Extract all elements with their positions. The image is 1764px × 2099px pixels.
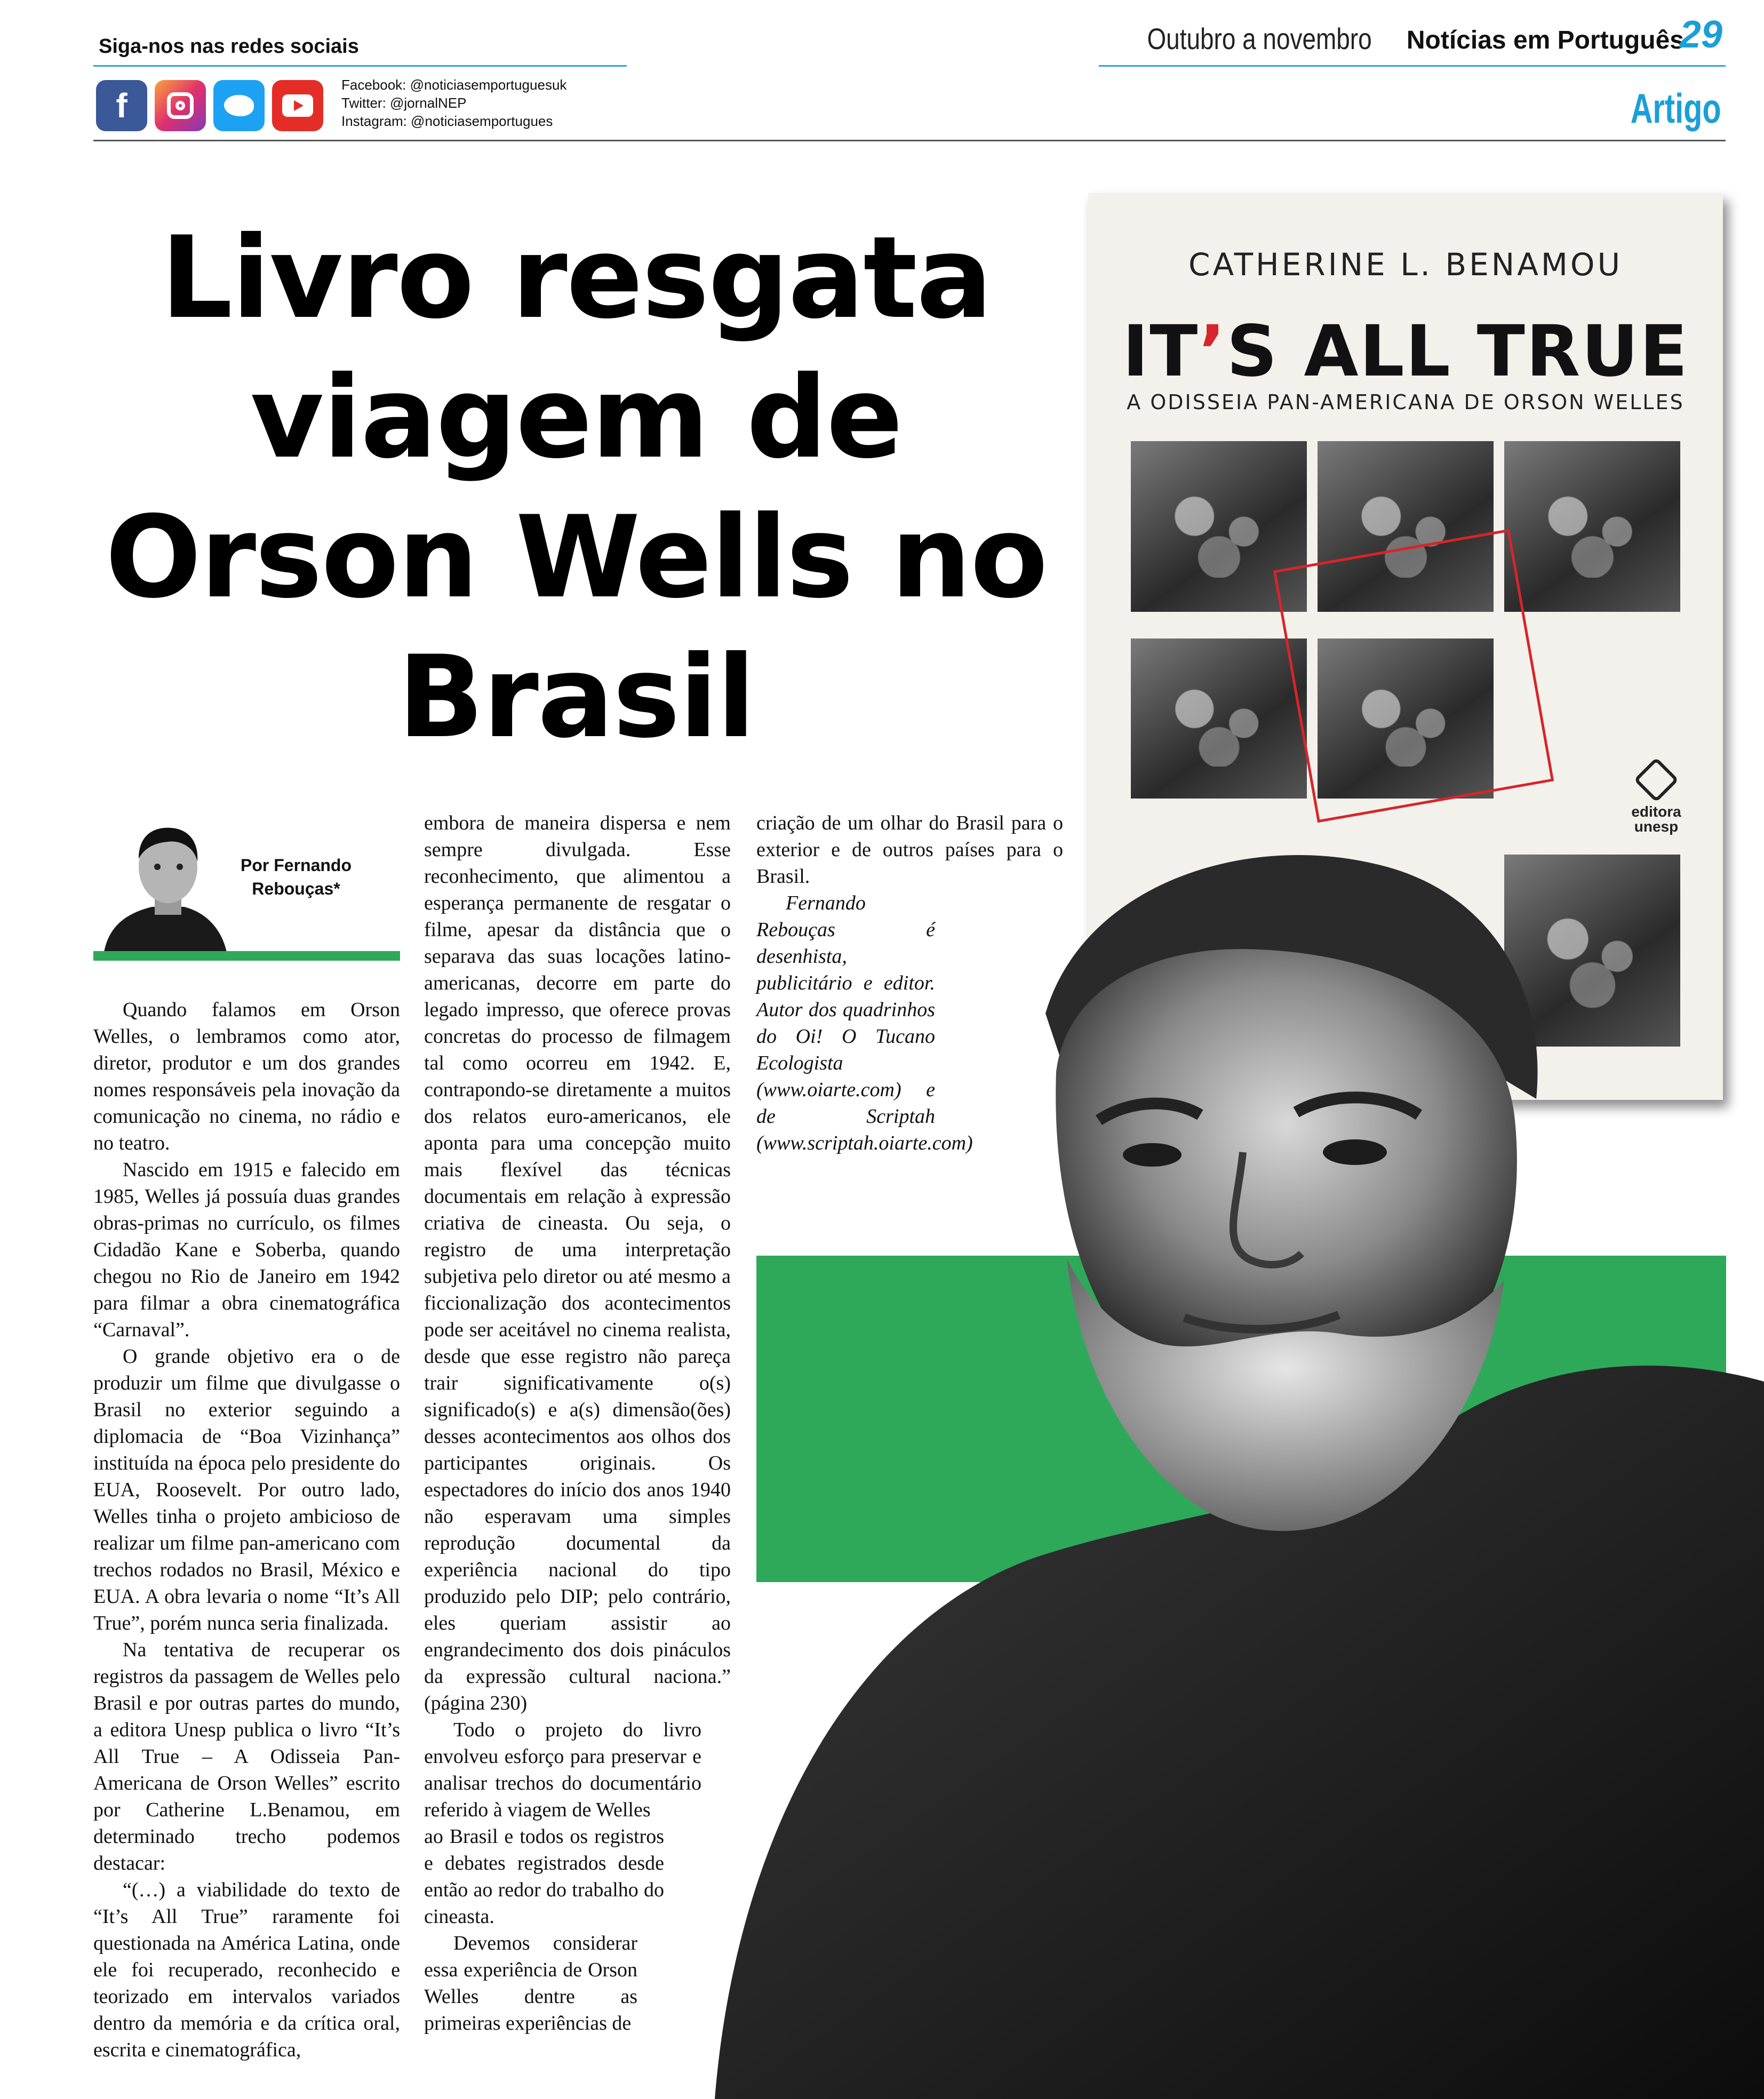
book-title-apostrophe: ’: [1199, 310, 1227, 393]
facebook-handle[interactable]: Facebook: @noticiasemportuguesuk: [341, 77, 567, 93]
twitter-icon[interactable]: [213, 80, 265, 131]
facebook-icon[interactable]: f: [96, 80, 147, 131]
headline: Livro resgata viagem de Orson Wells no Brasil: [105, 212, 1047, 763]
page-number: 29: [1679, 13, 1722, 56]
article-paragraph: Nascido em 1915 e falecido em 1985, Welles já possuía duas grandes obras-primas no currículo, os filmes Cidadão Kane e Soberba, quando chegou no Rio de Janeiro em 1942 para filmar a obra cinematográfica “Carnaval”.: [93, 1159, 400, 1341]
article-paragraph: Todo o projeto do livro envolveu esforço para preservar e analisar trechos do documentário referido à viagem de Welles: [424, 1719, 701, 1821]
article-paragraph: “(…) a viabilidade do texto de “It’s All True” raramente foi questionada na América Latina, onde ele foi recuperado, reconhecido e teorizado em intervalos variados dentro da memória e da crítica oral, escrita e cinematográfica,: [93, 1879, 400, 2061]
article-paragraph: ao Brasil e todos os registros e debates registrados desde então ao redor do trabalho do cineasta.: [424, 1825, 664, 1928]
article-paragraph: criação de um olhar do Brasil para o exterior e de outros países para o Brasil.: [756, 812, 1063, 888]
byline-bar: [93, 951, 400, 961]
cover-photo: [1504, 441, 1680, 612]
article-column-3: [756, 810, 1063, 1156]
issue-date: Outubro a novembro: [1147, 22, 1372, 55]
byline-line1: Por Fernando: [240, 856, 352, 875]
social-media-label: Siga-nos nas redes sociais: [99, 35, 359, 58]
red-frame-graphic: [1273, 529, 1554, 823]
publisher-line1: editora: [1631, 803, 1681, 820]
article-paragraph: Quando falamos em Orson Welles, o lembramos como ator, diretor, produtor e um dos grandes nomes responsáveis pela inovação da comunicação no cinema, no rádio e no teatro.: [93, 999, 400, 1154]
article-paragraph: Devemos considerar essa experiência de Orson Welles dentre as primeiras experiências de: [424, 1932, 637, 2034]
book-title-part1: IT: [1122, 310, 1199, 393]
article-column-1: [93, 996, 400, 2063]
newspaper-name: Notícias em Português: [1406, 26, 1684, 54]
youtube-icon[interactable]: [272, 80, 323, 131]
header-rule-right: [1099, 65, 1726, 67]
byline: [224, 853, 368, 900]
byline-line2: Rebouças*: [252, 879, 340, 898]
twitter-handle[interactable]: Twitter: @jornalNEP: [341, 95, 467, 111]
book-author: CATHERINE L. BENAMOU: [1188, 246, 1623, 283]
section-label: Artigo: [1631, 85, 1721, 132]
publisher-line2: unesp: [1634, 818, 1679, 835]
book-title-part2: S ALL TRUE: [1226, 310, 1689, 393]
article-column-2: [424, 810, 731, 2037]
cover-photo: [1131, 639, 1307, 799]
header-divider: [93, 140, 1726, 141]
author-bio: Fernando Rebouças é desenhista, publicitário e editor. Autor dos quadrinhos do Oi! O Tucano Ecologista (www.oiarte.com) e de Scriptah (www.scriptah.oiarte.com): [756, 892, 973, 1154]
header-rule-left: [93, 65, 627, 67]
unesp-logo-icon: [1634, 757, 1679, 803]
instagram-handle[interactable]: Instagram: @noticiasemportugues: [341, 113, 553, 129]
book-title: [1088, 310, 1723, 393]
instagram-icon[interactable]: [155, 80, 206, 131]
author-photo: [104, 816, 227, 952]
book-subtitle: A ODISSEIA PAN-AMERICANA DE ORSON WELLES: [1127, 390, 1685, 414]
article-paragraph: embora de maneira dispersa e nem sempre divulgada. Esse reconhecimento, que alimentou a esperança permanente de resgatar o filme, apesar da distância que o separava das suas locações latino-americanas, decorre em parte do legado impresso, que oferece provas concretas do processo de filmagem tal como ocorreu em 1942. E, contrapondo-se diretamente a muitos dos relatos euro-americanos, ele aponta para uma concepção muito mais flexível das técnicas documentais em relação à expressão criativa de cineasta. Ou seja, o registro de uma interpretação subjetiva pelo diretor ou até mesmo a ficcionalização dos acontecimentos pode ser aceitável no cinema realista, desde que esse registro não pareça trair significativamente o(s) significado(s) e a(s) dimensão(ões) desses acontecimentos aos olhos dos participantes originais. Os espectadores do início dos anos 1940 não esperavam uma simples reprodução documental da experiência nacional do tipo produzido pelo DIP; pelo contrário, eles queriam assistir ao engrandecimento dos dois pináculos da expressão cultural naciona.” (página 230): [424, 812, 731, 1714]
article-paragraph: Na tentativa de recuperar os registros da passagem de Welles pelo Brasil e por outras partes do mundo, a editora Unesp publica o livro “It’s All True – A Odisseia Pan-Americana de Orson Welles” escrito por Catherine L.Benamou, em determinado trecho podemos destacar:: [93, 1639, 400, 1874]
article-paragraph: O grande objetivo era o de produzir um filme que divulgasse o Brasil no exterior seguindo a diplomacia de “Boa Vizinhança” instituída na época pelo presidente do EUA, Roosevelt. Por outro lado, Welles tinha o projeto ambicioso de realizar um filme pan-americano com trechos rodados no Brasil, México e EUA. A obra levaria o nome “It’s All True”, porém nunca seria finalizada.: [93, 1345, 400, 1634]
